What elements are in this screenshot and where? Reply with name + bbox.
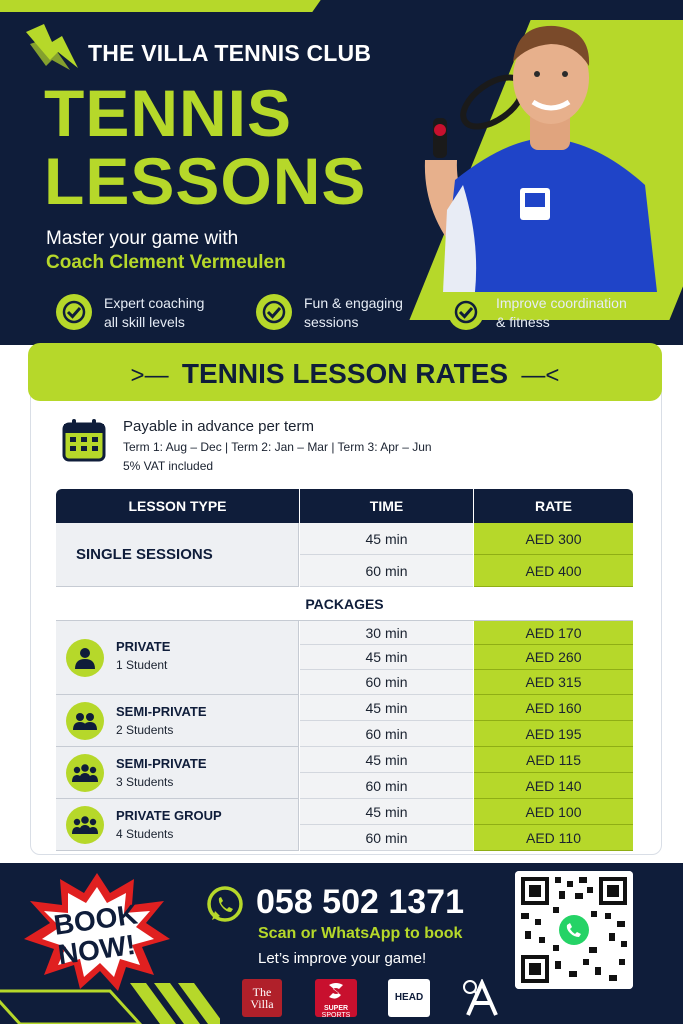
title-line-2: LESSONS [44, 144, 367, 218]
time-cell: 45 min [300, 799, 473, 825]
book-now-line-1: BOOK [51, 898, 140, 941]
time-cell: 60 min [300, 555, 473, 587]
lesson-type-students: 4 Students [116, 827, 174, 841]
qr-code[interactable] [515, 871, 633, 989]
lesson-type-name: SEMI-PRIVATE [116, 704, 207, 719]
rate-cell: AED 300 [474, 523, 633, 555]
time-cell: 45 min [300, 747, 473, 773]
feature-fun-engaging [256, 288, 436, 338]
rate-cell: AED 195 [474, 721, 633, 747]
column-header-rate: RATE [474, 489, 633, 523]
time-cell: 60 min [300, 670, 473, 695]
rate-cell: AED 115 [474, 747, 633, 773]
improve-text: Let’s improve your game! [258, 950, 427, 967]
lesson-type-students: 3 Students [116, 775, 174, 789]
lightning-bolt-icon [22, 22, 82, 74]
whatsapp-icon [205, 885, 245, 925]
lesson-type-single: SINGLE SESSIONS [56, 523, 299, 587]
lesson-type-name: PRIVATE GROUP [116, 808, 222, 823]
lesson-type-private-group [56, 799, 299, 851]
head-logo: HEAD [388, 979, 430, 1017]
lesson-type-students: 1 Student [116, 658, 168, 672]
rate-cell: AED 160 [474, 695, 633, 721]
time-cell: 45 min [300, 523, 473, 555]
two-people-icon [66, 702, 104, 740]
lesson-type-semi-private-3 [56, 747, 299, 799]
lesson-type-name: PRIVATE [116, 639, 171, 654]
coach-photo [395, 10, 665, 292]
time-cell: 45 min [300, 695, 473, 721]
scan-text: Scan or WhatsApp to book [258, 925, 463, 942]
rates-title: TENNIS LESSON RATES [181, 358, 509, 389]
calendar-icon [62, 418, 106, 462]
phone-number[interactable]: 058 502 1371 [256, 883, 464, 921]
column-header-time: TIME [300, 489, 473, 523]
three-people-icon [66, 754, 104, 792]
time-cell: 60 min [300, 825, 473, 851]
feature-coordination [448, 288, 668, 338]
packages-label: PACKAGES [56, 587, 633, 621]
feature-line: all skill levels [104, 314, 185, 330]
rate-cell: AED 170 [474, 621, 633, 645]
lesson-type-name: SEMI-PRIVATE [116, 756, 207, 771]
rate-cell: AED 315 [474, 670, 633, 695]
chevron-left-decor-icon: >— [130, 362, 182, 389]
check-circle-icon [256, 294, 292, 330]
feature-line: & fitness [496, 314, 550, 330]
chevron-right-decor-icon: —< [508, 362, 560, 389]
time-cell: 60 min [300, 721, 473, 747]
payable-text: Payable in advance per term [123, 418, 314, 435]
vat-text: 5% VAT included [123, 459, 214, 473]
rate-cell: AED 260 [474, 645, 633, 670]
person-icon [66, 639, 104, 677]
lesson-type-private [56, 621, 299, 695]
rate-cell: AED 110 [474, 825, 633, 851]
feature-line: Expert coaching [104, 295, 205, 311]
header-accent-stripe [0, 0, 328, 12]
check-circle-icon [448, 294, 484, 330]
footer-accent-stripes [0, 981, 220, 1024]
time-cell: 60 min [300, 773, 473, 799]
super-sports-mark-icon [315, 979, 357, 1003]
feature-line: Fun & engaging [304, 295, 403, 311]
time-cell: 45 min [300, 645, 473, 670]
rate-cell: AED 100 [474, 799, 633, 825]
super-sports-logo: SUPER SPORTS [315, 979, 357, 1017]
book-now-line-2: NOW! [56, 928, 138, 971]
coach-name: Coach Clement Vermeulen [46, 252, 286, 273]
features-list [0, 288, 683, 340]
header [0, 0, 683, 345]
check-circle-icon [56, 294, 92, 330]
tagline: Master your game with [46, 228, 239, 249]
academy-a-logo [460, 979, 500, 1017]
book-now-burst [22, 871, 172, 991]
column-header-lesson-type: LESSON TYPE [56, 489, 299, 523]
group-icon [66, 806, 104, 844]
terms-text: Term 1: Aug – Dec | Term 2: Jan – Mar | Term 3: Apr – Jun [123, 440, 432, 454]
title-line-1: TENNIS [44, 76, 293, 150]
feature-line: sessions [304, 314, 359, 330]
lesson-type-students: 2 Students [116, 723, 174, 737]
lesson-type-semi-private-2 [56, 695, 299, 747]
club-name: THE VILLA TENNIS CLUB [88, 40, 372, 66]
time-cell: 30 min [300, 621, 473, 645]
rate-cell: AED 400 [474, 555, 633, 587]
feature-line: Improve coordination [496, 295, 627, 311]
rates-banner [28, 343, 662, 401]
footer [0, 863, 683, 1024]
feature-expert-coaching [56, 288, 236, 338]
rate-cell: AED 140 [474, 773, 633, 799]
the-villa-logo: The Villa [242, 979, 282, 1017]
